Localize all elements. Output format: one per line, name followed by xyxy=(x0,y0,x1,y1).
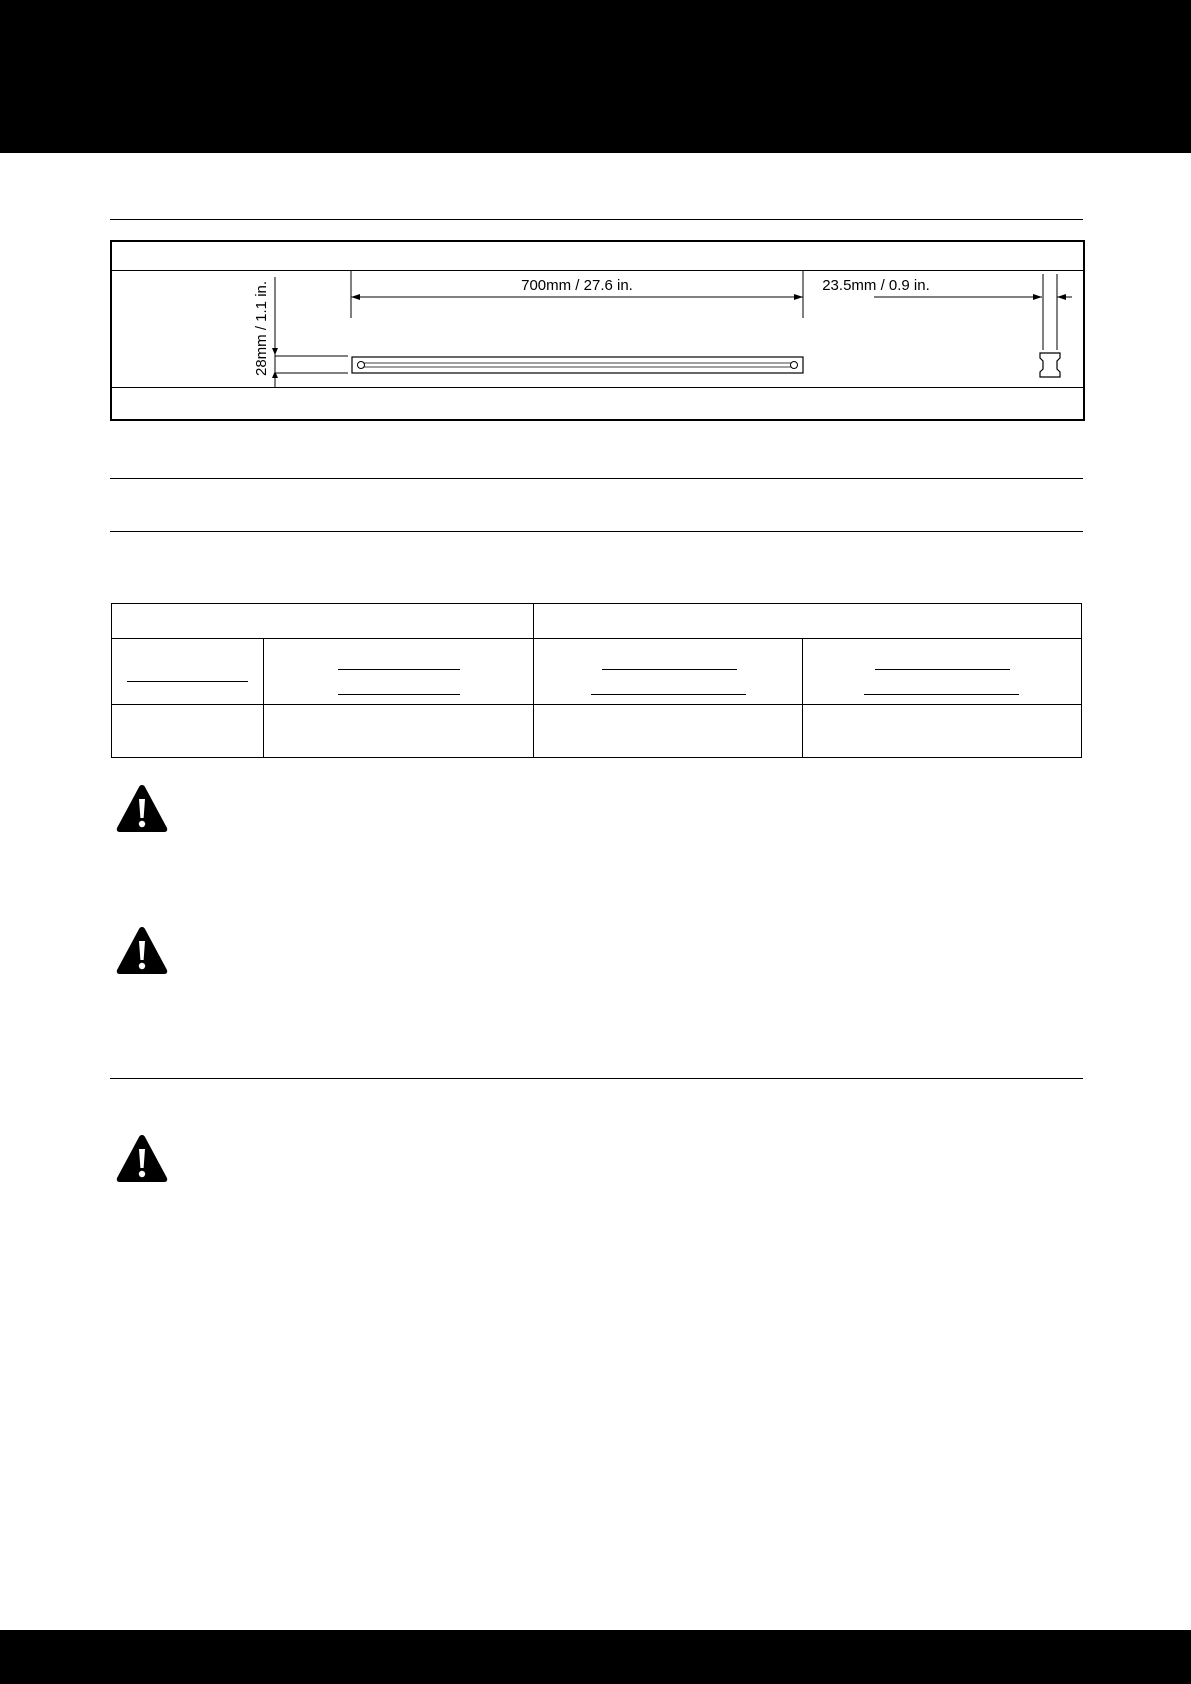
table-column-divider xyxy=(263,638,264,757)
warning-icon xyxy=(115,925,169,977)
table-column-divider xyxy=(802,638,803,757)
table-column-divider xyxy=(533,604,534,757)
height-arrow-bottom xyxy=(272,371,278,378)
specification-table xyxy=(111,603,1082,758)
rail-hole-left xyxy=(358,362,365,369)
rail-profile-section xyxy=(1040,353,1060,377)
section-rule xyxy=(110,478,1083,479)
section-rule xyxy=(110,1078,1083,1079)
rail-dimension-box xyxy=(110,240,1085,421)
page-footer-band xyxy=(0,1630,1191,1684)
rail-hole-right xyxy=(791,362,798,369)
page-header-band xyxy=(0,0,1191,153)
table-cell-underline xyxy=(338,694,460,695)
width-dimension-label: 23.5mm / 0.9 in. xyxy=(822,277,930,294)
length-arrow-left xyxy=(351,294,360,300)
section-rule xyxy=(110,219,1083,220)
length-arrow-right xyxy=(794,294,803,300)
length-dimension-label: 700mm / 27.6 in. xyxy=(521,277,633,294)
table-cell-underline xyxy=(864,694,1019,695)
table-row-divider xyxy=(112,638,1081,639)
warning-icon xyxy=(115,1133,169,1185)
table-cell-underline xyxy=(127,681,248,682)
height-arrow-top xyxy=(272,348,278,355)
rail-body xyxy=(352,357,803,373)
table-cell-underline xyxy=(338,669,460,670)
height-dimension-label: 28mm / 1.1 in. xyxy=(253,280,270,376)
table-cell-underline xyxy=(591,694,746,695)
width-arrow-left xyxy=(1033,294,1042,300)
table-cell-underline xyxy=(875,669,1010,670)
rail-dimension-drawing xyxy=(112,242,1083,419)
table-cell-underline xyxy=(602,669,737,670)
warning-icon xyxy=(115,783,169,835)
section-rule xyxy=(110,531,1083,532)
table-row-divider xyxy=(112,704,1081,705)
